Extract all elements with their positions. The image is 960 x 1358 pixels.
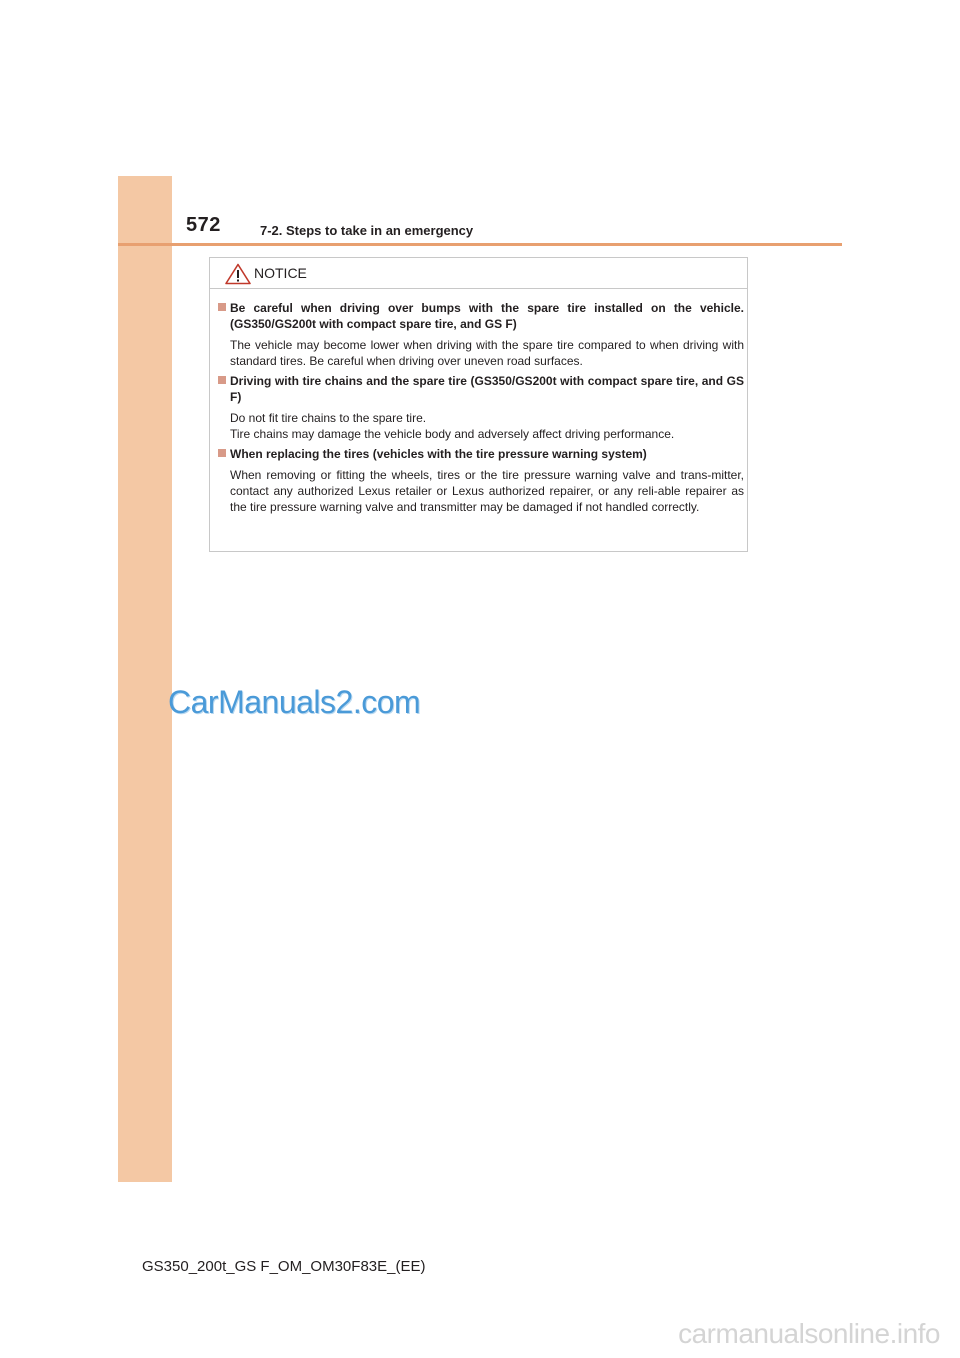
- notice-item-text: The vehicle may become lower when driving with the spare tire compared to when driving with standard tires. Be careful when driving over uneven road surfaces.: [230, 338, 744, 368]
- notice-item: [218, 446, 744, 515]
- warning-triangle-icon: [225, 263, 251, 285]
- carmanuals-watermark: CarManuals2.com: [168, 684, 421, 720]
- notice-item-text: [218, 410, 744, 442]
- notice-item-heading: [218, 300, 744, 332]
- site-watermark: carmanualsonline.info: [678, 1318, 940, 1349]
- notice-label: NOTICE: [254, 265, 307, 281]
- page-number: 572: [186, 214, 221, 236]
- notice-header: [210, 258, 747, 289]
- square-bullet-icon: [218, 449, 226, 457]
- square-bullet-icon: [218, 303, 226, 311]
- notice-item-text-line: Do not fit tire chains to the spare tire.: [230, 411, 427, 425]
- notice-item-heading-text: Driving with tire chains and the spare tire (GS350/GS200t with compact spare tire, and GS F): [230, 374, 744, 404]
- notice-item: [218, 300, 744, 369]
- section-title: 7-2. Steps to take in an emergency: [260, 223, 474, 238]
- notice-item-heading: [218, 373, 744, 405]
- notice-item-text-line: Tire chains may damage the vehicle body and adversely affect driving performance.: [230, 427, 675, 441]
- notice-item-text: When removing or fitting the wheels, tires or the tire pressure warning valve and trans-mitter, contact any authorized Lexus retailer or Lexus authorized repairer, or any reli-able repairer as the tire pressure warning valve and transmitter may be damaged if not handled correctly.: [230, 468, 744, 514]
- header-rule: [118, 243, 842, 246]
- notice-item-heading-text: When replacing the tires (vehicles with the tire pressure warning system): [230, 447, 647, 461]
- notice-item-heading: [218, 446, 744, 462]
- notice-item-heading-text: Be careful when driving over bumps with the spare tire installed on the vehicle. (GS350/GS200t with compact spare tire, and GS F): [230, 301, 744, 331]
- chapter-side-band: [118, 176, 172, 1182]
- notice-box: [209, 257, 748, 552]
- notice-body: [218, 300, 744, 519]
- notice-item: [218, 373, 744, 442]
- document-code-footer: GS350_200t_GS F_OM_OM30F83E_(EE): [142, 1258, 426, 1275]
- square-bullet-icon: [218, 376, 226, 384]
